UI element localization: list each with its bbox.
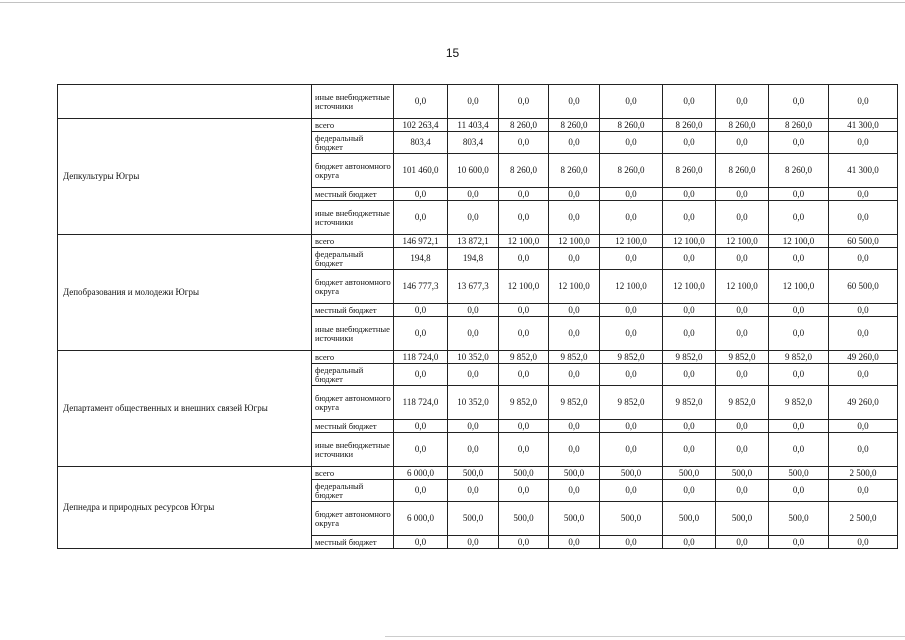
value-cell: 12 100,0 — [600, 270, 663, 304]
value-cell: 0,0 — [829, 132, 898, 154]
value-cell: 0,0 — [448, 480, 499, 502]
value-cell: 0,0 — [549, 85, 600, 119]
value-cell: 0,0 — [394, 536, 448, 549]
value-cell: 0,0 — [829, 433, 898, 467]
value-cell: 9 852,0 — [716, 351, 769, 364]
value-cell: 0,0 — [829, 536, 898, 549]
value-cell: 0,0 — [448, 536, 499, 549]
value-cell: 12 100,0 — [716, 270, 769, 304]
value-cell: 0,0 — [499, 420, 549, 433]
value-cell: 49 260,0 — [829, 351, 898, 364]
value-cell: 0,0 — [769, 85, 829, 119]
value-cell: 2 500,0 — [829, 467, 898, 480]
value-cell: 0,0 — [448, 433, 499, 467]
value-cell: 9 852,0 — [549, 386, 600, 420]
value-cell: 0,0 — [394, 364, 448, 386]
value-cell: 0,0 — [394, 188, 448, 201]
value-cell: 500,0 — [769, 502, 829, 536]
department-cell — [58, 85, 312, 119]
value-cell: 0,0 — [600, 188, 663, 201]
value-cell: 0,0 — [394, 420, 448, 433]
department-cell: Депобразования и молодежи Югры — [58, 235, 312, 351]
funding-source-cell: всего — [312, 119, 394, 132]
table-row — [58, 235, 898, 248]
funding-source-cell: всего — [312, 351, 394, 364]
funding-source-cell: федеральный бюджет — [312, 132, 394, 154]
funding-source-cell: местный бюджет — [312, 188, 394, 201]
scan-edge-bottom — [385, 636, 905, 637]
value-cell: 9 852,0 — [716, 386, 769, 420]
value-cell: 0,0 — [663, 420, 716, 433]
budget-table-body — [58, 85, 898, 549]
value-cell: 0,0 — [716, 317, 769, 351]
value-cell: 0,0 — [829, 85, 898, 119]
table-row — [58, 85, 898, 119]
value-cell: 12 100,0 — [549, 235, 600, 248]
value-cell: 8 260,0 — [600, 154, 663, 188]
value-cell: 0,0 — [394, 480, 448, 502]
value-cell: 0,0 — [716, 188, 769, 201]
value-cell: 9 852,0 — [499, 351, 549, 364]
funding-source-cell: бюджет автономного округа — [312, 386, 394, 420]
funding-source-cell: всего — [312, 467, 394, 480]
value-cell: 0,0 — [716, 536, 769, 549]
value-cell: 500,0 — [549, 502, 600, 536]
value-cell: 9 852,0 — [600, 351, 663, 364]
value-cell: 0,0 — [716, 85, 769, 119]
value-cell: 0,0 — [769, 248, 829, 270]
value-cell: 8 260,0 — [716, 119, 769, 132]
value-cell: 11 403,4 — [448, 119, 499, 132]
value-cell: 0,0 — [448, 304, 499, 317]
value-cell: 8 260,0 — [769, 119, 829, 132]
page-number: 15 — [445, 46, 460, 60]
value-cell: 0,0 — [499, 364, 549, 386]
table-row — [58, 467, 898, 480]
value-cell: 12 100,0 — [769, 235, 829, 248]
value-cell: 0,0 — [769, 433, 829, 467]
value-cell: 0,0 — [716, 201, 769, 235]
value-cell: 0,0 — [600, 248, 663, 270]
value-cell: 0,0 — [600, 201, 663, 235]
value-cell: 0,0 — [499, 248, 549, 270]
value-cell: 12 100,0 — [549, 270, 600, 304]
value-cell: 6 000,0 — [394, 502, 448, 536]
value-cell: 0,0 — [549, 317, 600, 351]
value-cell: 0,0 — [663, 480, 716, 502]
value-cell: 0,0 — [448, 201, 499, 235]
value-cell: 0,0 — [829, 248, 898, 270]
value-cell: 118 724,0 — [394, 386, 448, 420]
value-cell: 0,0 — [769, 132, 829, 154]
value-cell: 0,0 — [829, 420, 898, 433]
value-cell: 0,0 — [448, 188, 499, 201]
value-cell: 0,0 — [769, 317, 829, 351]
value-cell: 8 260,0 — [549, 154, 600, 188]
funding-source-cell: иные внебюджетные источники — [312, 201, 394, 235]
value-cell: 0,0 — [600, 536, 663, 549]
value-cell: 0,0 — [663, 132, 716, 154]
value-cell: 0,0 — [716, 480, 769, 502]
value-cell: 0,0 — [663, 433, 716, 467]
value-cell: 9 852,0 — [499, 386, 549, 420]
funding-source-cell: иные внебюджетные источники — [312, 433, 394, 467]
value-cell: 0,0 — [549, 480, 600, 502]
value-cell: 8 260,0 — [716, 154, 769, 188]
value-cell: 0,0 — [663, 188, 716, 201]
value-cell: 500,0 — [499, 467, 549, 480]
value-cell: 0,0 — [549, 304, 600, 317]
value-cell: 500,0 — [716, 502, 769, 536]
value-cell: 0,0 — [499, 480, 549, 502]
value-cell: 0,0 — [663, 201, 716, 235]
value-cell: 0,0 — [663, 85, 716, 119]
value-cell: 0,0 — [769, 536, 829, 549]
funding-source-cell: бюджет автономного округа — [312, 154, 394, 188]
funding-source-cell: федеральный бюджет — [312, 364, 394, 386]
value-cell: 500,0 — [663, 467, 716, 480]
value-cell: 8 260,0 — [549, 119, 600, 132]
value-cell: 0,0 — [549, 132, 600, 154]
funding-source-cell: бюджет автономного округа — [312, 502, 394, 536]
value-cell: 0,0 — [769, 420, 829, 433]
value-cell: 0,0 — [663, 248, 716, 270]
value-cell: 12 100,0 — [663, 270, 716, 304]
value-cell: 0,0 — [829, 201, 898, 235]
value-cell: 0,0 — [600, 364, 663, 386]
funding-source-cell: местный бюджет — [312, 304, 394, 317]
table-row — [58, 351, 898, 364]
value-cell: 0,0 — [716, 248, 769, 270]
budget-table — [57, 84, 898, 549]
value-cell: 9 852,0 — [769, 386, 829, 420]
value-cell: 0,0 — [448, 85, 499, 119]
value-cell: 803,4 — [448, 132, 499, 154]
department-cell: Депкультуры Югры — [58, 119, 312, 235]
value-cell: 0,0 — [600, 85, 663, 119]
value-cell: 0,0 — [499, 85, 549, 119]
value-cell: 0,0 — [829, 364, 898, 386]
value-cell: 101 460,0 — [394, 154, 448, 188]
value-cell: 60 500,0 — [829, 270, 898, 304]
value-cell: 9 852,0 — [769, 351, 829, 364]
value-cell: 9 852,0 — [663, 386, 716, 420]
value-cell: 0,0 — [663, 304, 716, 317]
value-cell: 500,0 — [663, 502, 716, 536]
funding-source-cell: всего — [312, 235, 394, 248]
value-cell: 500,0 — [600, 467, 663, 480]
value-cell: 8 260,0 — [663, 119, 716, 132]
funding-source-cell: бюджет автономного округа — [312, 270, 394, 304]
value-cell: 41 300,0 — [829, 119, 898, 132]
value-cell: 0,0 — [549, 364, 600, 386]
value-cell: 500,0 — [769, 467, 829, 480]
value-cell: 0,0 — [549, 433, 600, 467]
value-cell: 0,0 — [549, 420, 600, 433]
funding-source-cell: местный бюджет — [312, 536, 394, 549]
value-cell: 10 352,0 — [448, 351, 499, 364]
value-cell: 8 260,0 — [499, 119, 549, 132]
value-cell: 12 100,0 — [600, 235, 663, 248]
value-cell: 10 352,0 — [448, 386, 499, 420]
value-cell: 2 500,0 — [829, 502, 898, 536]
value-cell: 0,0 — [600, 433, 663, 467]
value-cell: 8 260,0 — [499, 154, 549, 188]
value-cell: 12 100,0 — [499, 270, 549, 304]
value-cell: 194,8 — [448, 248, 499, 270]
funding-source-cell: местный бюджет — [312, 420, 394, 433]
value-cell: 500,0 — [716, 467, 769, 480]
funding-source-cell: иные внебюджетные источники — [312, 85, 394, 119]
value-cell: 0,0 — [499, 317, 549, 351]
value-cell: 500,0 — [600, 502, 663, 536]
value-cell: 0,0 — [394, 304, 448, 317]
value-cell: 146 777,3 — [394, 270, 448, 304]
value-cell: 0,0 — [663, 536, 716, 549]
value-cell: 8 260,0 — [600, 119, 663, 132]
value-cell: 9 852,0 — [549, 351, 600, 364]
value-cell: 0,0 — [716, 433, 769, 467]
value-cell: 9 852,0 — [600, 386, 663, 420]
value-cell: 500,0 — [549, 467, 600, 480]
value-cell: 0,0 — [549, 536, 600, 549]
value-cell: 0,0 — [394, 317, 448, 351]
value-cell: 12 100,0 — [769, 270, 829, 304]
value-cell: 49 260,0 — [829, 386, 898, 420]
value-cell: 0,0 — [499, 304, 549, 317]
value-cell: 12 100,0 — [716, 235, 769, 248]
value-cell: 12 100,0 — [499, 235, 549, 248]
scan-edge-top — [0, 2, 905, 3]
value-cell: 0,0 — [716, 304, 769, 317]
department-cell: Департамент общественных и внешних связей Югры — [58, 351, 312, 467]
funding-source-cell: федеральный бюджет — [312, 248, 394, 270]
value-cell: 0,0 — [769, 188, 829, 201]
value-cell: 0,0 — [394, 85, 448, 119]
value-cell: 0,0 — [499, 536, 549, 549]
value-cell: 0,0 — [769, 364, 829, 386]
value-cell: 13 872,1 — [448, 235, 499, 248]
value-cell: 194,8 — [394, 248, 448, 270]
value-cell: 0,0 — [663, 317, 716, 351]
value-cell: 8 260,0 — [663, 154, 716, 188]
value-cell: 0,0 — [829, 317, 898, 351]
value-cell: 0,0 — [716, 364, 769, 386]
value-cell: 0,0 — [769, 201, 829, 235]
value-cell: 0,0 — [829, 304, 898, 317]
value-cell: 0,0 — [600, 420, 663, 433]
value-cell: 13 677,3 — [448, 270, 499, 304]
value-cell: 0,0 — [600, 317, 663, 351]
value-cell: 500,0 — [448, 502, 499, 536]
value-cell: 6 000,0 — [394, 467, 448, 480]
value-cell: 0,0 — [499, 188, 549, 201]
value-cell: 41 300,0 — [829, 154, 898, 188]
value-cell: 60 500,0 — [829, 235, 898, 248]
value-cell: 0,0 — [499, 433, 549, 467]
funding-source-cell: иные внебюджетные источники — [312, 317, 394, 351]
value-cell: 0,0 — [829, 480, 898, 502]
value-cell: 146 972,1 — [394, 235, 448, 248]
value-cell: 0,0 — [448, 364, 499, 386]
value-cell: 0,0 — [829, 188, 898, 201]
value-cell: 0,0 — [716, 132, 769, 154]
value-cell: 0,0 — [394, 433, 448, 467]
value-cell: 500,0 — [499, 502, 549, 536]
value-cell: 9 852,0 — [663, 351, 716, 364]
value-cell: 803,4 — [394, 132, 448, 154]
table-row — [58, 119, 898, 132]
value-cell: 0,0 — [499, 132, 549, 154]
value-cell: 500,0 — [448, 467, 499, 480]
value-cell: 102 263,4 — [394, 119, 448, 132]
value-cell: 0,0 — [769, 304, 829, 317]
value-cell: 8 260,0 — [769, 154, 829, 188]
value-cell: 0,0 — [600, 304, 663, 317]
value-cell: 0,0 — [448, 317, 499, 351]
value-cell: 10 600,0 — [448, 154, 499, 188]
value-cell: 0,0 — [448, 420, 499, 433]
funding-source-cell: федеральный бюджет — [312, 480, 394, 502]
value-cell: 0,0 — [549, 188, 600, 201]
value-cell: 0,0 — [600, 480, 663, 502]
value-cell: 0,0 — [549, 201, 600, 235]
value-cell: 0,0 — [499, 201, 549, 235]
value-cell: 118 724,0 — [394, 351, 448, 364]
value-cell: 0,0 — [600, 132, 663, 154]
value-cell: 12 100,0 — [663, 235, 716, 248]
department-cell: Депнедра и природных ресурсов Югры — [58, 467, 312, 549]
value-cell: 0,0 — [549, 248, 600, 270]
value-cell: 0,0 — [663, 364, 716, 386]
value-cell: 0,0 — [716, 420, 769, 433]
value-cell: 0,0 — [769, 480, 829, 502]
value-cell: 0,0 — [394, 201, 448, 235]
